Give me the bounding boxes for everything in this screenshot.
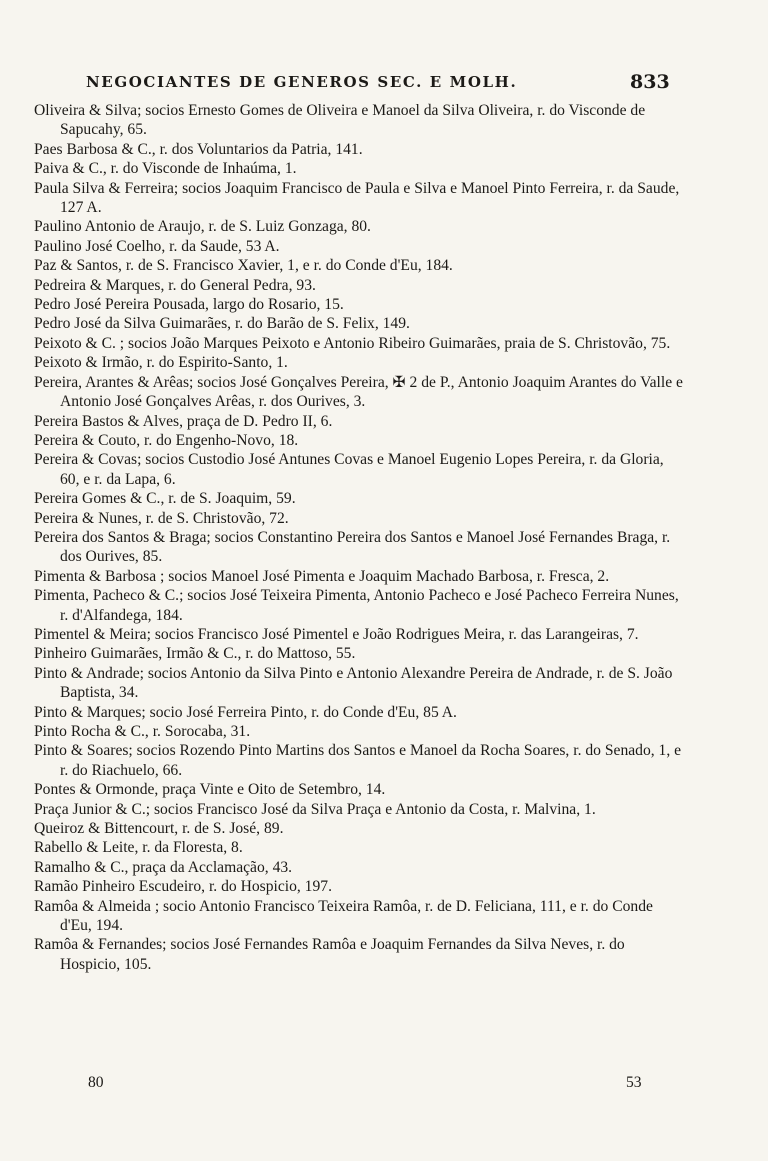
merchant-list: [34, 101, 687, 974]
list-item: Ramôa & Fernandes; socios José Fernandes Ramôa e Joaquim Fernandes da Silva Neves, r. do Hospicio, 105.: [34, 936, 629, 973]
list-item: Pereira & Covas; socios Custodio José Antunes Covas e Manoel Eugenio Lopes Pereira, r. da Gloria, 60, e r. da Lapa, 6.: [34, 451, 668, 488]
list-item: Pereira, Arantes & Arêas; socios José Gonçalves Pereira, ✠ 2 de P., Antonio Joaquim Arantes do Valle e Antonio José Gonçalves Arêas, r. dos Ourives, 3.: [34, 373, 687, 411]
page-number: 833: [630, 71, 670, 93]
list-item: Pinto & Marques; socio José Ferreira Pinto, r. do Conde d'Eu, 85 A.: [34, 703, 457, 721]
list-item: Ramão Pinheiro Escudeiro, r. do Hospicio, 197.: [34, 878, 332, 896]
list-item: Pereira & Nunes, r. de S. Christovão, 72.: [34, 509, 289, 527]
list-item: Praça Junior & C.; socios Francisco José da Silva Praça e Antonio da Costa, r. Malvina, 1.: [34, 800, 596, 818]
list-item: Paulino José Coelho, r. da Saude, 53 A.: [34, 237, 280, 255]
list-item: Paiva & C., r. do Visconde de Inhaúma, 1.: [34, 160, 297, 178]
list-item: Pimenta & Barbosa ; socios Manoel José Pimenta e Joaquim Machado Barbosa, r. Fresca, 2.: [34, 567, 610, 585]
list-item: Paulino Antonio de Araujo, r. de S. Luiz Gonzaga, 80.: [34, 218, 371, 236]
list-item: Pedro José Pereira Pousada, largo do Rosario, 15.: [34, 296, 344, 314]
list-item: Paes Barbosa & C., r. dos Voluntarios da Patria, 141.: [34, 140, 363, 158]
list-item: Ramalho & C., praça da Acclamação, 43.: [34, 858, 293, 876]
list-item: Pereira & Couto, r. do Engenho-Novo, 18.: [34, 431, 299, 449]
list-item: Pereira Gomes & C., r. de S. Joaquim, 59.: [34, 490, 296, 508]
list-item: Pedro José da Silva Guimarães, r. do Barão de S. Felix, 149.: [34, 315, 410, 333]
list-item: Ramôa & Almeida ; socio Antonio Francisco Teixeira Ramôa, r. de D. Feliciana, 111, e r. do Conde d'Eu, 194.: [34, 897, 657, 935]
list-item: Pereira Bastos & Alves, praça de D. Pedro II, 6.: [34, 412, 333, 430]
list-item: Peixoto & Irmão, r. do Espirito-Santo, 1.: [34, 354, 288, 372]
signature-number-right: 53: [626, 1074, 642, 1091]
list-item: Oliveira & Silva; socios Ernesto Gomes de Oliveira e Manoel da Silva Oliveira, r. do Visconde de Sapucahy, 65.: [34, 102, 650, 139]
list-item: Pinto Rocha & C., r. Sorocaba, 31.: [34, 723, 251, 740]
list-item: Pontes & Ormonde, praça Vinte e Oito de Setembro, 14.: [34, 781, 386, 799]
list-item: Rabello & Leite, r. da Floresta, 8.: [34, 839, 243, 857]
list-item: Peixoto & C. ; socios João Marques Peixoto e Antonio Ribeiro Guimarães, praia de S. Christovão, 75.: [34, 334, 671, 352]
list-item: Paula Silva & Ferreira; socios Joaquim Francisco de Paula e Silva e Manoel Pinto Ferreira, r. da Saude, 127 A.: [34, 179, 684, 217]
list-item: Pedreira & Marques, r. do General Pedra, 93.: [34, 276, 316, 294]
list-item: Paz & Santos, r. de S. Francisco Xavier, 1, e r. do Conde d'Eu, 184.: [34, 257, 453, 275]
list-item: Pinto & Soares; socios Rozendo Pinto Martins dos Santos e Manoel da Rocha Soares, r. do Senado, 1, e r. do Riachuelo, 66.: [34, 742, 685, 779]
list-item: Pimentel & Meira; socios Francisco José Pimentel e João Rodrigues Meira, r. das Larangeiras, 7.: [34, 625, 639, 643]
list-item: Pinto & Andrade; socios Antonio da Silva Pinto e Antonio Alexandre Pereira de Andrade, r. de S. João Baptista, 34.: [34, 664, 677, 702]
list-item: Pimenta, Pacheco & C.; socios José Teixeira Pimenta, Antonio Pacheco e José Pacheco Ferreira Nunes, r. d'Alfandega, 184.: [34, 587, 683, 624]
section-title: NEGOCIANTES DE GENEROS SEC. E MOLH.: [86, 73, 518, 91]
signature-number-left: 80: [88, 1074, 104, 1091]
list-item: Pereira dos Santos & Braga; socios Constantino Pereira dos Santos e Manoel José Fernandes Braga, r. dos Ourives, 85.: [34, 528, 675, 566]
list-item: Queiroz & Bittencourt, r. de S. José, 89.: [34, 820, 284, 838]
list-item: Pinheiro Guimarães, Irmão & C., r. do Mattoso, 55.: [34, 645, 356, 663]
